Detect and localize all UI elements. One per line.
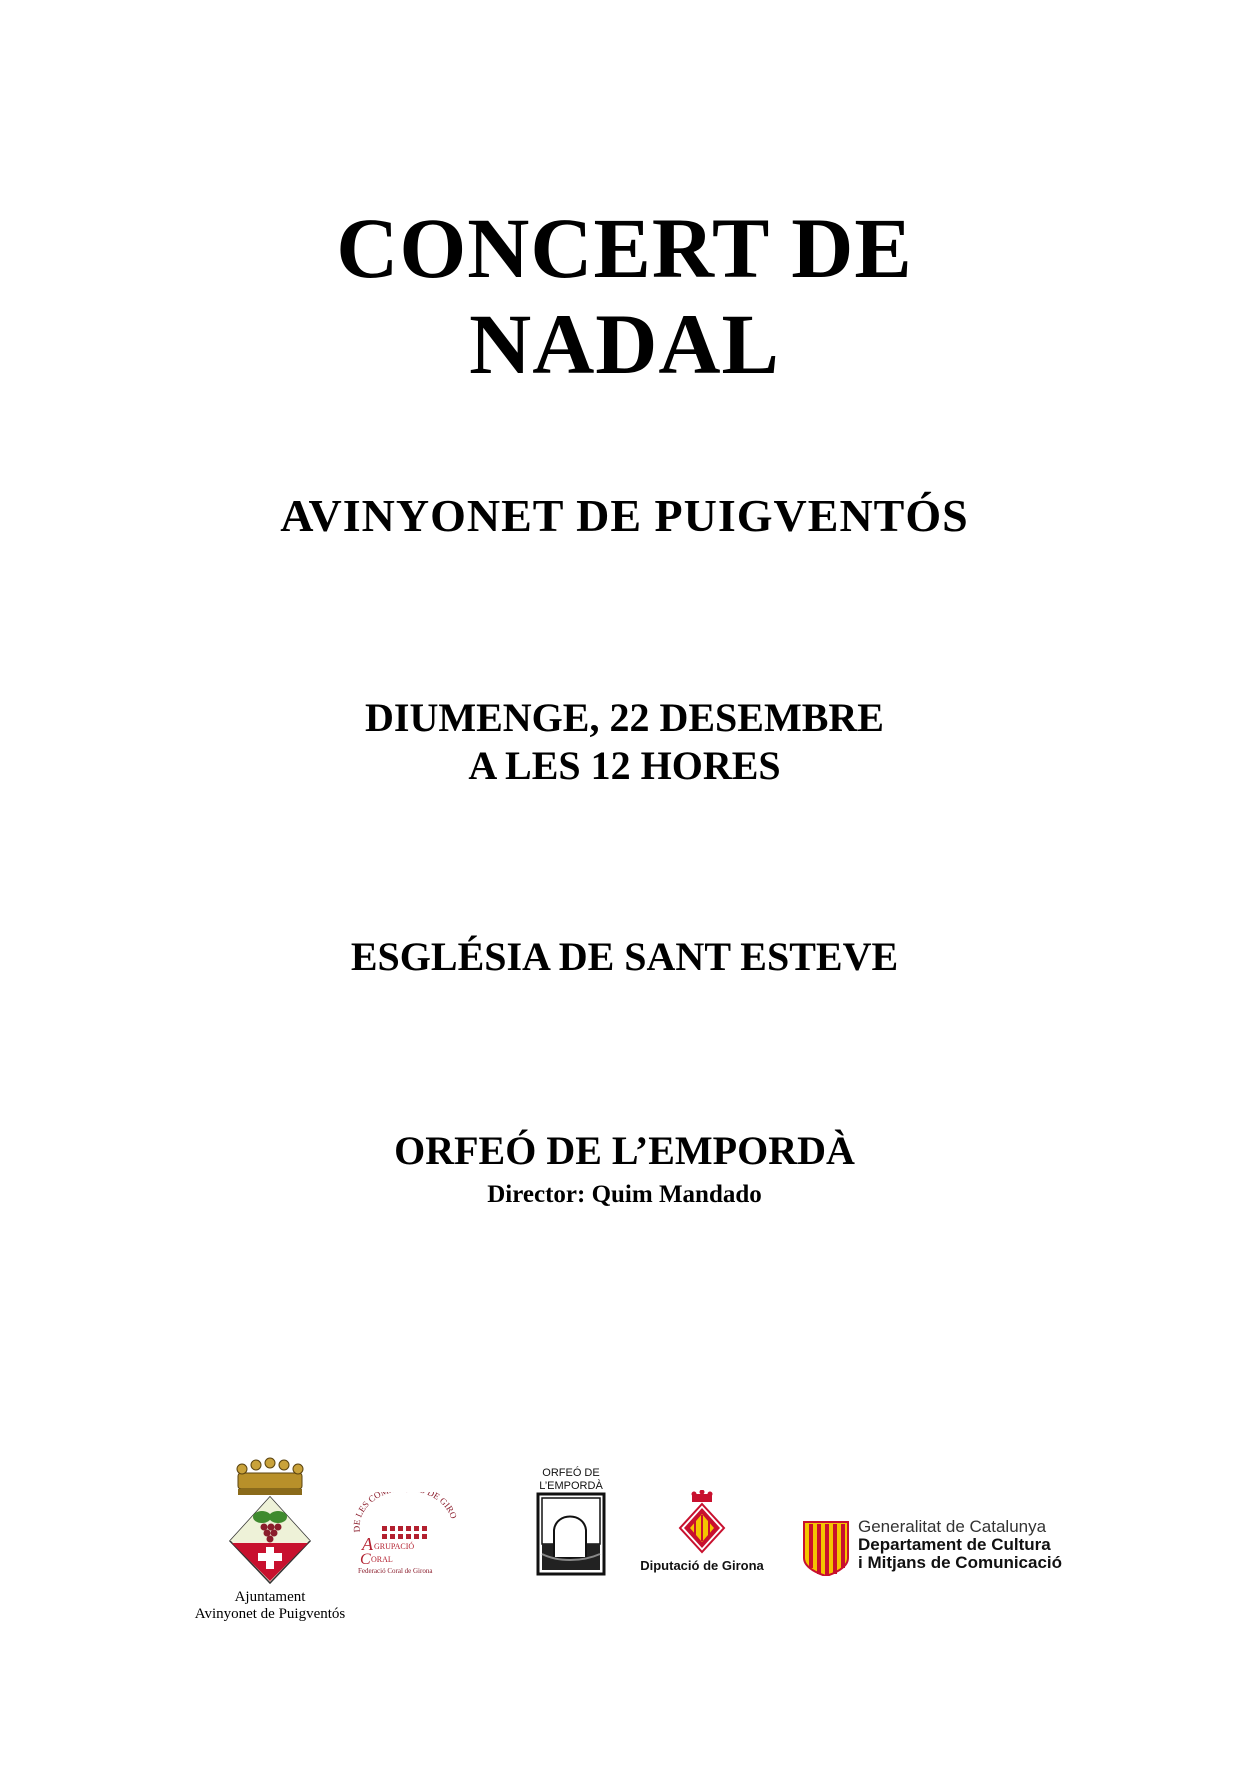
diputacio-shield-icon xyxy=(638,1490,766,1574)
svg-text:DE LES COMARQUES DE GIRONA xyxy=(352,1492,459,1533)
agrupacio-word1: GRUPACIÓ xyxy=(374,1542,415,1551)
agrupacio-word2: ORAL xyxy=(371,1555,393,1564)
orfeo-line2: L’EMPORDÀ xyxy=(539,1480,603,1492)
agrupacio-coral-emblem-icon xyxy=(352,1492,460,1576)
orfeo-emblem-icon xyxy=(536,1466,606,1576)
agrupacio-sub: Federació Coral de Girona xyxy=(358,1567,433,1575)
agrupacio-coral-logo xyxy=(352,1492,460,1576)
event-date: DIUMENGE, 22 DESEMBRE xyxy=(365,695,884,740)
ajuntament-logo xyxy=(170,1455,370,1625)
event-time: A LES 12 HORES xyxy=(468,743,781,788)
coat-of-arms-icon xyxy=(170,1455,370,1585)
ajuntament-caption-line2: Avinyonet de Puigventós xyxy=(194,1606,346,1622)
svg-text:A: A xyxy=(362,1534,373,1554)
agrupacio-arc-text: DE LES CO DE GIRO xyxy=(352,1492,460,1533)
ajuntament-caption-line1: Ajuntament xyxy=(234,1589,306,1605)
town-name: AVINYONET DE PUIGVENTÓS xyxy=(280,490,969,541)
diputacio-girona-logo xyxy=(638,1490,766,1574)
orfeo-line1: ORFEÓ DE xyxy=(542,1467,600,1479)
choir-name: ORFEÓ DE L’EMPORDÀ xyxy=(394,1128,855,1173)
generalitat-emblem-icon xyxy=(800,1518,852,1576)
event-venue: ESGLÉSIA DE SANT ESTEVE xyxy=(350,934,899,979)
generalitat-line1: Generalitat de Catalunya xyxy=(858,1517,1047,1536)
generalitat-line3: i Mitjans de Comunicació xyxy=(858,1553,1063,1572)
generalitat-logo xyxy=(800,1518,1080,1578)
orfeo-emporda-logo xyxy=(536,1466,606,1576)
title-line-1: CONCERT DE xyxy=(336,200,913,296)
title-line-2: NADAL xyxy=(469,296,780,392)
diputacio-label: Diputació de Girona xyxy=(640,1558,764,1573)
svg-text:C: C xyxy=(360,1551,371,1568)
generalitat-line2: Departament de Cultura xyxy=(858,1535,1051,1554)
choir-director: Director: Quim Mandado xyxy=(487,1181,762,1208)
